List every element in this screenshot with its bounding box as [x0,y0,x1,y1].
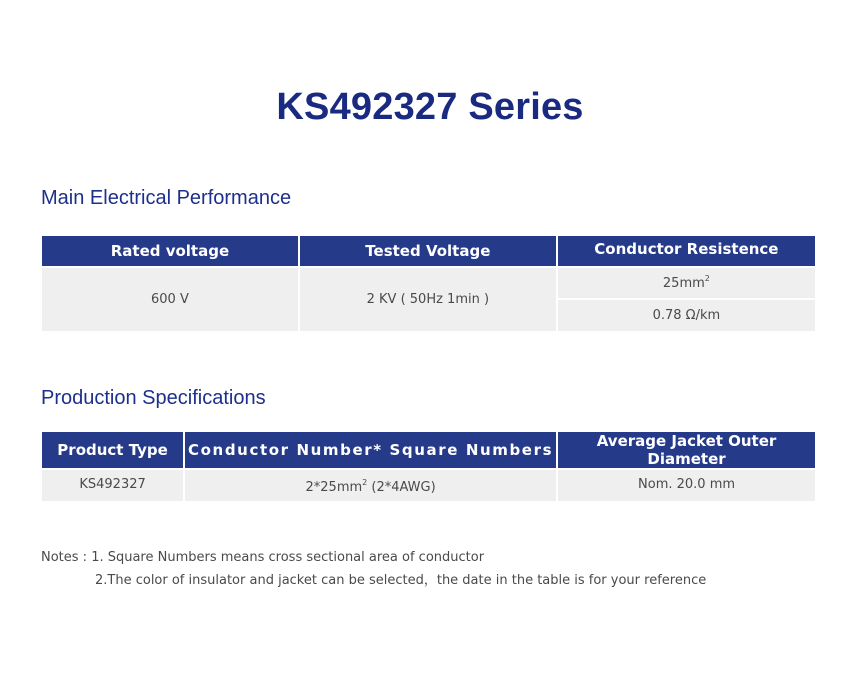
conductor-sup: 2 [362,478,368,487]
electrical-table [40,234,817,333]
cell-conductor-size [558,268,815,298]
header-rated-voltage: Rated voltage [42,236,298,266]
note-line-2: 2.The color of insulator and jacket can be selected，the date in the table is for your reference [95,573,707,588]
production-table [40,430,817,503]
note-line-1: Notes : 1. Square Numbers means cross sectional area of conductor [41,550,485,565]
cell-jacket-diameter: Nom. 20.0 mm [558,470,815,501]
cell-conductor-number [185,470,556,501]
header-product-type: Product Type [42,432,183,468]
notes [41,546,706,592]
electrical-section-heading: Main Electrical Performance [41,187,292,209]
cell-rated-voltage: 600 V [42,268,298,331]
production-section-heading: Production Specifications [41,387,266,409]
header-conductor-number: Conductor Number* Square Numbers [185,432,556,468]
cell-product-type: KS492327 [42,470,183,501]
page-title: KS492327 Series [276,86,584,128]
conductor-size-base: 25mm [662,275,705,291]
header-conductor-resistence: Conductor Resistence [558,236,815,266]
conductor-base: 2*25mm [305,480,363,495]
cell-tested-voltage: 2 KV ( 50Hz 1min ) [300,268,556,331]
conductor-suffix: (2*4AWG) [367,480,436,495]
header-tested-voltage: Tested Voltage [300,236,556,266]
conductor-size-sup: 2 [704,273,710,283]
header-jacket-diameter: Average Jacket Outer Diameter [558,432,815,468]
cell-resistance: 0.78 Ω/km [558,300,815,331]
